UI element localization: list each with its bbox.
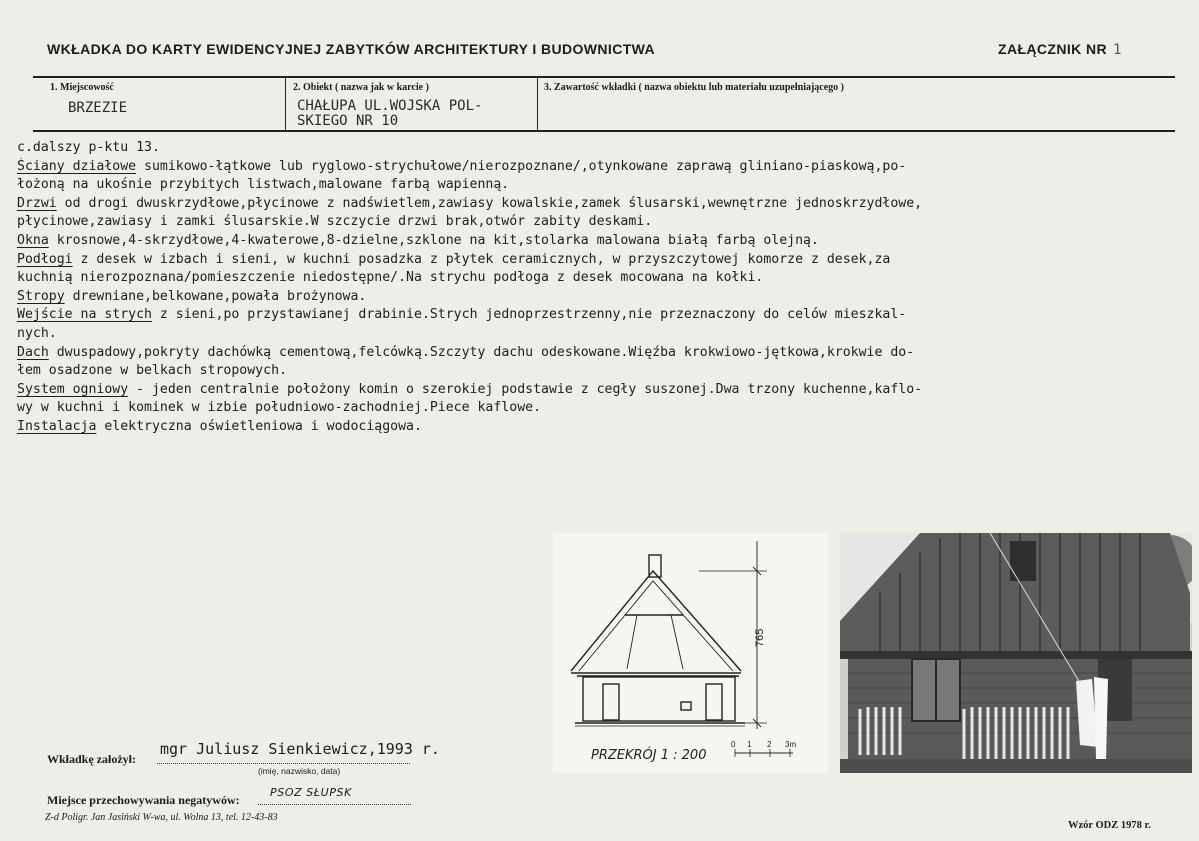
scale-label-1: 1 <box>747 740 752 749</box>
object-value-line1: CHAŁUPA UL.WOJSKA POL- <box>297 98 483 114</box>
windows-text: krosnowe,4-skrzydłowe,4-kwaterowe,8-dzielne,szklone na kit,stolarka malowana białą farbą olejną. <box>48 232 819 248</box>
founder-label: Wkładkę założył: <box>47 752 136 766</box>
scale-label-0: 0 <box>731 740 736 749</box>
walls-line-2: łożoną na ukośnie przybitych listwach,malowane farbą wapienną. <box>17 177 510 193</box>
doors-heading: Drzwi <box>17 195 57 211</box>
fire-heading: System ogniowy <box>17 381 129 397</box>
location-value: BRZEZIE <box>68 100 128 116</box>
roof-heading: Dach <box>17 344 49 360</box>
doors-text: od drogi dwuskrzydłowe,płycinowe z nadświetlem,zawiasy kowalskie,zamek ślusarski,wewnętrzne jednoskrzydłowe, <box>56 195 923 211</box>
description-text <box>17 139 1197 437</box>
attachment-value: 1 <box>1113 42 1123 58</box>
fire-text: - jeden centralnie położony komin o szerokiej podstawie z cegły suszonej.Dwa trzony kuchenne,kaflo- <box>128 381 923 397</box>
table-bottom-rule <box>33 130 1175 132</box>
ceilings-text: drewniane,belkowane,powała brożynowa. <box>64 288 367 304</box>
ceilings-line <box>17 288 1197 307</box>
negatives-label: Miejsce przechowywania negatywów: <box>47 793 240 807</box>
form-code: Wzór ODZ 1978 r. <box>1068 820 1151 831</box>
ceilings-heading: Stropy <box>17 288 65 304</box>
roof-inner <box>579 581 733 671</box>
continuation-line: c.dalszy p-ktu 13. <box>17 140 160 155</box>
object-value <box>297 99 482 129</box>
printer-imprint: Z-d Poligr. Jan Jasiński W-wa, ul. Wolna 13, tel. 12-43-83 <box>45 812 278 823</box>
column-divider <box>537 77 538 131</box>
floors-line-1 <box>17 251 1197 270</box>
cottage-photo <box>840 533 1192 773</box>
windows-heading: Okna <box>17 232 49 248</box>
attic-text: z sieni,po przystawianej drabinie.Strych jednoprzestrzenny,nie przeznaczony do celów mieszkal- <box>151 307 907 323</box>
strut <box>671 615 683 669</box>
strut <box>627 615 637 669</box>
roof-line-2: łem osadzone w belkach stropowych. <box>17 363 287 379</box>
height-dimension: 765 <box>754 628 766 647</box>
founder-value: mgr Juliusz Sienkiewicz,1993 r. <box>160 740 440 758</box>
cottage-photo-svg <box>840 533 1192 773</box>
section-caption: PRZEKRÓJ 1 : 200 <box>591 748 707 763</box>
doors-line-1 <box>17 195 1197 214</box>
fire-line-1 <box>17 381 1197 400</box>
fire-line-2: wy w kuchni i kominek w izbie południowo-zachodniej.Piece kaflowe. <box>17 400 542 416</box>
roof-line-1 <box>17 344 1197 363</box>
oven-mark <box>681 702 691 710</box>
walls-line-1 <box>17 158 1197 177</box>
install-heading: Instalacja <box>17 418 97 434</box>
attachment-number <box>998 41 1122 58</box>
install-text: elektryczna oświetleniowa i wodociągowa. <box>96 418 422 434</box>
object-label: 2. Obiekt ( nazwa jak w karcie ) <box>293 82 429 93</box>
scale-label-3: 3m <box>785 740 797 749</box>
table-top-rule <box>33 76 1175 78</box>
attic-line-1 <box>17 306 1197 325</box>
doors-line-2: płycinowe,zawiasy i zamki ślusarskie.W szczycie drzwi brak,otwór zabity deskami. <box>17 214 653 230</box>
column-divider <box>285 77 286 131</box>
door-opening <box>706 684 722 720</box>
attic-line-2: nych. <box>17 325 57 341</box>
attic-heading: Wejście na strych <box>17 307 152 323</box>
roof-text: dwuspadowy,pokryty dachówką cementową,felcówką.Szczyty dachu odeskowane.Więźba krokwiowo-jętkowa,krokwie do- <box>48 344 915 360</box>
location-label: 1. Miejscowość <box>50 82 114 93</box>
negatives-value: PSOZ SŁUPSK <box>270 786 352 799</box>
install-line <box>17 418 1197 437</box>
form-title: WKŁADKA DO KARTY EWIDENCYJNEJ ZABYTKÓW ARCHITEKTURY I BUDOWNICTWA <box>47 41 656 57</box>
windows-line <box>17 232 1197 251</box>
cross-section-svg <box>553 533 828 773</box>
cross-section-drawing <box>553 533 828 773</box>
door-opening <box>603 684 619 720</box>
floors-line-2: kuchnią nierozpoznana/pomieszczenie niedostępne/.Na strychu podłoga z desek mocowana na kołki. <box>17 270 764 286</box>
object-value-line2: SKIEGO NR 10 <box>297 113 399 129</box>
attachment-label: ZAŁĄCZNIK NR <box>998 41 1108 57</box>
walls-heading: Ściany działowe <box>17 158 137 174</box>
floors-heading: Podłogi <box>17 251 73 267</box>
founder-dotted-line <box>157 763 410 764</box>
walls-text: sumikowo-łątkowe lub ryglowo-strychułowe/nierozpoznane/,otynkowane zaprawą gliniano-piaskową,po- <box>136 158 907 174</box>
negatives-dotted-line <box>258 804 411 805</box>
floors-text: z desek w izbach i sieni, w kuchni posadzka z płytek ceramicznych, w przyszczytowej komorze z desek,za <box>72 251 891 267</box>
scale-label-2: 2 <box>767 740 772 749</box>
founder-hint: (imię, nazwisko, data) <box>258 766 341 776</box>
content-label: 3. Zawartość wkładki ( nazwa obiektu lub materiału uzupełniającego ) <box>544 82 845 93</box>
roof-outline <box>571 571 741 671</box>
